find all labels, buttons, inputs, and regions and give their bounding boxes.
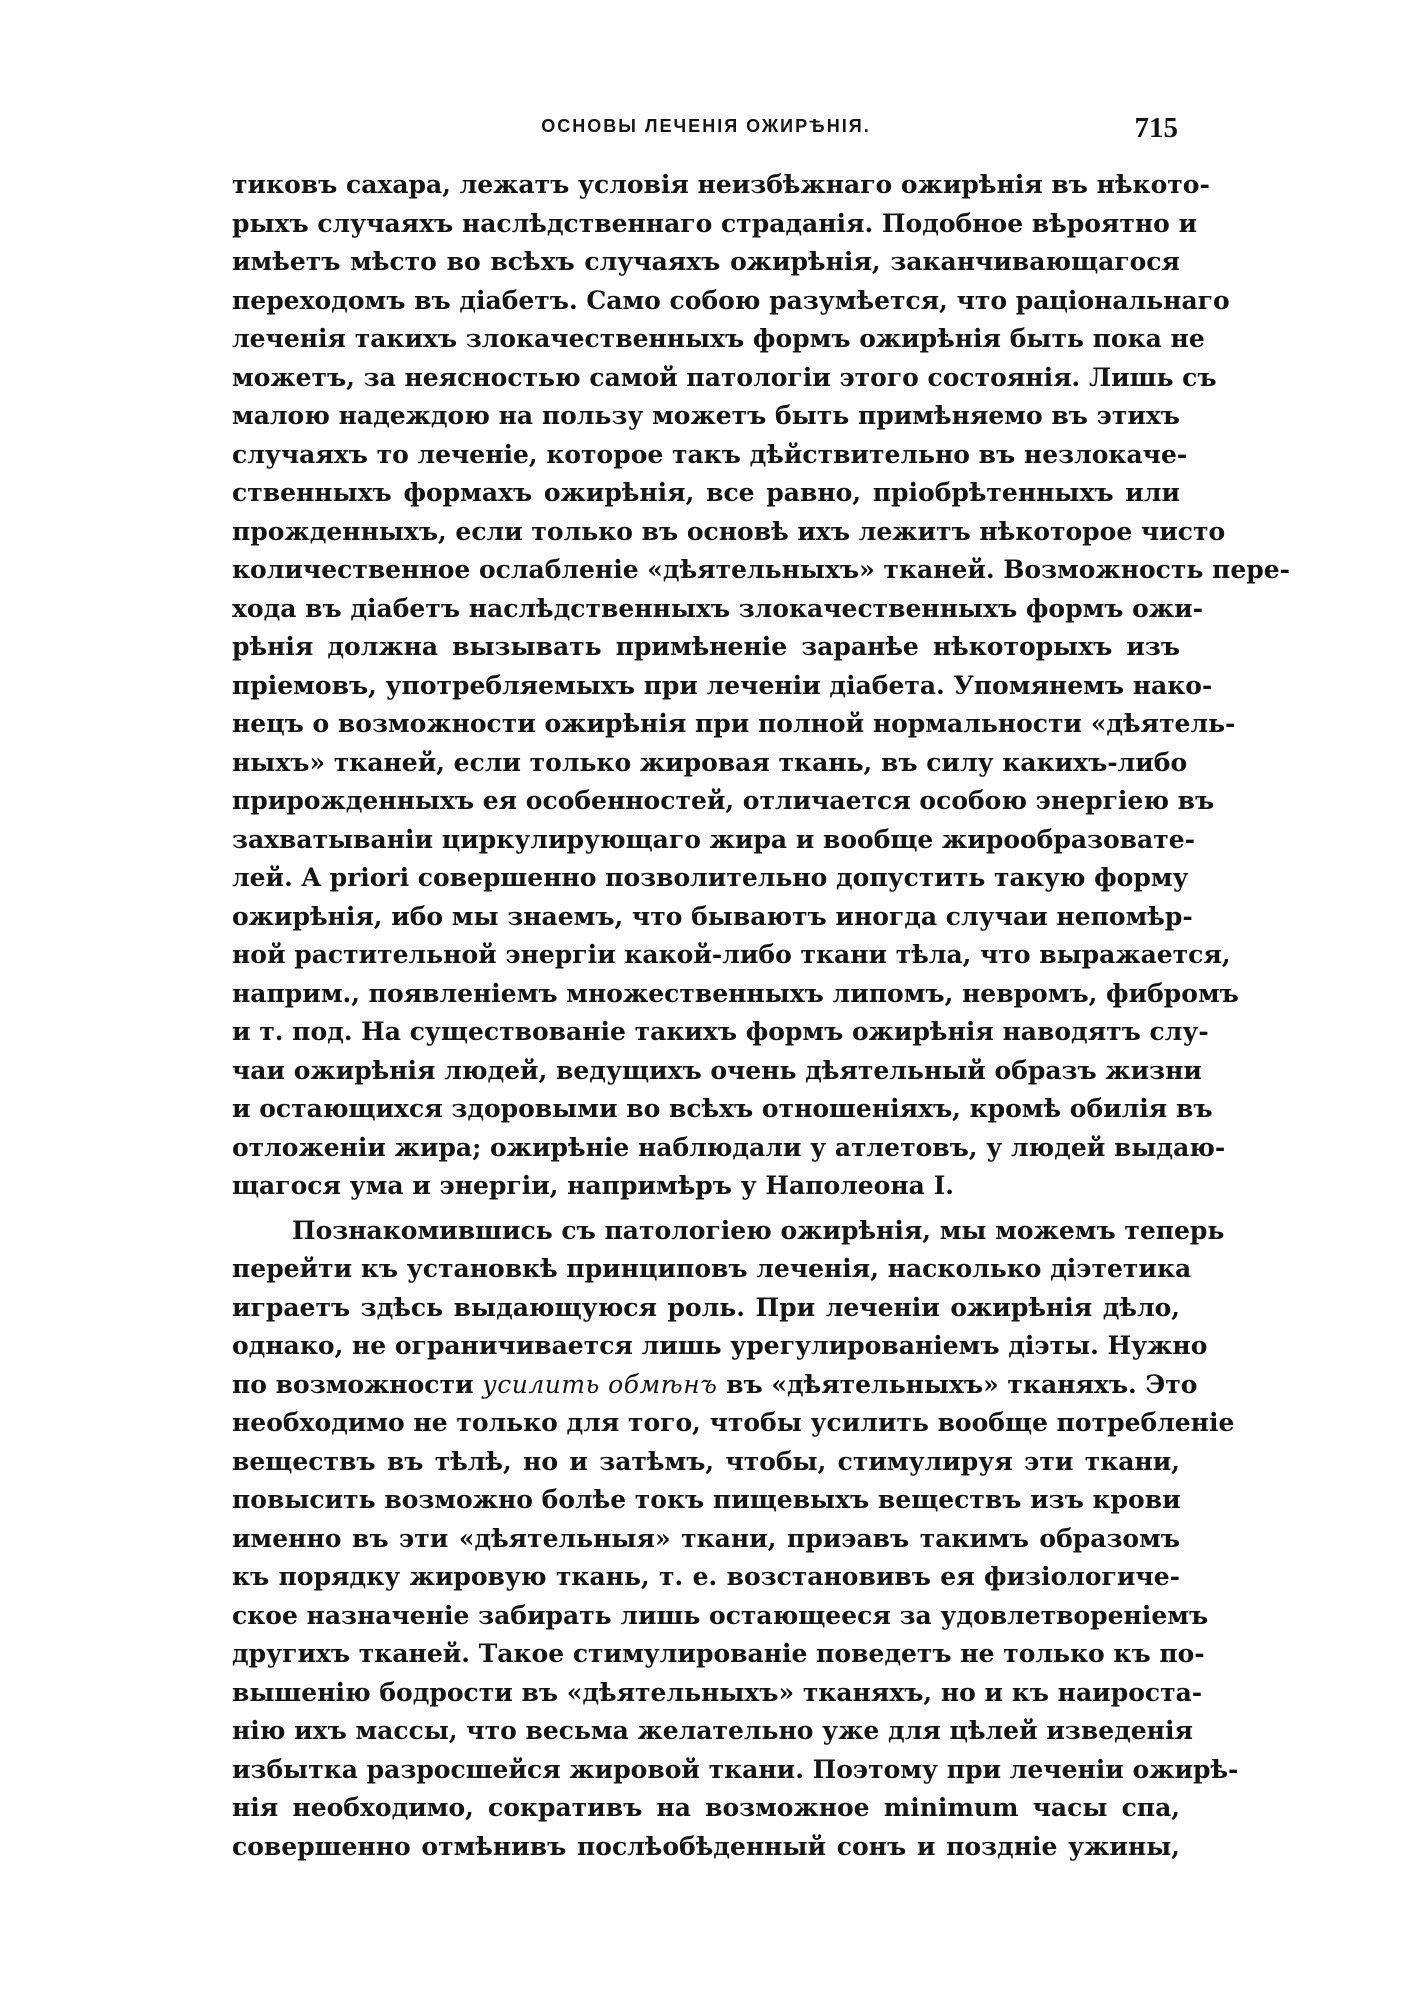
text-line: прирожденныхъ ея особенностей, отличается особою энергіею въ <box>232 786 1215 815</box>
text-run: въ «дѣятельныхъ» тканяхъ. Это <box>717 1369 1198 1399</box>
text-line: прожденныхъ, если только въ основѣ ихъ лежитъ нѣкоторое чисто <box>232 516 1226 546</box>
body-text <box>232 166 1291 1866</box>
text-line: лей. A priori совершенно позволительно допустить такую форму <box>232 863 1189 892</box>
text-line: совершенно отмѣнивъ послѣобѣденный сонъ и поздніе ужины, <box>232 1831 1180 1861</box>
text-line: тиковъ сахара, лежатъ условія неизбѣжнаго ожирѣнія въ нѣкото- <box>232 170 1210 199</box>
text-line: нію ихъ массы, что весьма желательно уже для цѣлей изведенія <box>232 1716 1193 1745</box>
text-line: играетъ здѣсь выдающуюся роль. При леченіи ожирѣнія дѣло, <box>232 1292 1180 1322</box>
text-line: и остающихся здоровыми во всѣхъ отношеніяхъ, кромѣ обилія въ <box>232 1094 1213 1123</box>
text-line: нія необходимо, сокративъ на возможное minimum часы спа, <box>232 1793 1180 1822</box>
text-line: ственныхъ формахъ ожирѣнія, все равно, пріобрѣтенныхъ или <box>232 478 1180 507</box>
text-line: другихъ тканей. Такое стимулированіе поведетъ не только къ по- <box>232 1639 1205 1668</box>
text-line: переходомъ въ діабетъ. Само собою разумѣется, что раціональнаго <box>232 285 1230 315</box>
running-head <box>232 112 1180 152</box>
text-line: леченія такихъ злокачественныхъ формъ ожирѣнія быть пока не <box>232 324 1205 353</box>
text-line: отложеніи жира; ожирѣніе наблюдали у атлетовъ, у людей выдаю- <box>232 1132 1226 1162</box>
text-line: и т. под. На существованіе такихъ формъ ожирѣнія наводятъ слу- <box>232 1017 1209 1046</box>
text-line: ной растительной энергіи какой-либо ткани тѣла, что выражается, <box>232 940 1231 969</box>
italic-emphasis: усилить обмѣнъ <box>482 1369 718 1399</box>
text-line: имѣетъ мѣсто во всѣхъ случаяхъ ожирѣнія, заканчивающагося <box>232 247 1180 276</box>
text-line: наприм., появленіемъ множественныхъ липомъ, невромъ, фибромъ <box>232 978 1239 1008</box>
text-line: захватываніи циркулирующаго жира и вообще жирообразовате- <box>232 824 1195 854</box>
paragraph-1 <box>232 166 1291 1206</box>
text-line: именно въ эти «дѣятельныя» ткани, приэавъ такимъ образомъ <box>232 1523 1180 1553</box>
text-line: перейти къ установкѣ принциповъ леченія, насколько діэтетика <box>232 1254 1192 1283</box>
text-line: однако, не ограничивается лишь урегулированіемъ діэты. Нужно <box>232 1331 1208 1360</box>
text-run: по возможности <box>232 1369 483 1399</box>
text-line: Познакомившись съ патологіею ожирѣнія, мы можемъ теперь <box>292 1215 1225 1245</box>
text-line: къ порядку жировую ткань, т. е. возстановивъ ея физіологиче- <box>232 1562 1180 1591</box>
text-line: ское назначеніе забирать лишь остающееся за удовлетвореніемъ <box>232 1600 1209 1630</box>
text-line: вышенію бодрости въ «дѣятельныхъ» тканяхъ, но и къ наироста- <box>232 1677 1203 1707</box>
text-line: количественное ослабленіе «дѣятельныхъ» тканей. Возможность пере- <box>232 555 1291 584</box>
text-line: ныхъ» тканей, если только жировая ткань, въ силу какихъ-либо <box>232 747 1188 777</box>
text-line: нецъ о возможности ожирѣнія при полной нормальности «дѣятель- <box>232 709 1236 738</box>
text-line: рѣнія должна вызывать примѣненіе заранѣе нѣкоторыхъ изъ <box>232 632 1180 661</box>
text-line-emphasis <box>232 1366 1198 1405</box>
text-line: ожирѣнія, ибо мы знаемъ, что бываютъ иногда случаи непомѣр- <box>232 901 1193 931</box>
paragraph-2 <box>232 1212 1239 1867</box>
text-line: хода въ діабетъ наслѣдственныхъ злокачественныхъ формъ ожи- <box>232 593 1204 623</box>
text-line: избытка разросшейся жировой ткани. Поэтому при леченіи ожирѣ- <box>232 1754 1239 1784</box>
running-title: ОСНОВЫ ЛЕЧЕНІЯ ОЖИРѢНІЯ. <box>541 116 871 136</box>
text-line: пріемовъ, употребляемыхъ при леченіи діабета. Упомянемъ нако- <box>232 670 1213 700</box>
text-line: чаи ожирѣнія людей, ведущихъ очень дѣятельный образъ жизни <box>232 1055 1202 1085</box>
text-line: рыхъ случаяхъ наслѣдственнаго страданія. Подобное вѣроятно и <box>232 208 1198 238</box>
page-number: 715 <box>1134 112 1178 144</box>
text-line: малою надеждою на пользу можетъ быть примѣняемо въ этихъ <box>232 401 1180 430</box>
text-line: щагося ума и энергіи, напримѣръ у Наполеона I. <box>232 1171 954 1200</box>
text-line: случаяхъ то леченіе, которое такъ дѣйствительно въ незлокаче- <box>232 439 1188 469</box>
text-line: можетъ, за неясностью самой патологіи этого состоянія. Лишь съ <box>232 362 1217 392</box>
text-line: необходимо не только для того, чтобы усилить вообще потребленіе <box>232 1408 1235 1437</box>
text-line: повысить возможно болѣе токъ пищевыхъ веществъ изъ крови <box>232 1485 1181 1514</box>
text-line: веществъ въ тѣлѣ, но и затѣмъ, чтобы, стимулируя эти ткани, <box>232 1446 1180 1476</box>
